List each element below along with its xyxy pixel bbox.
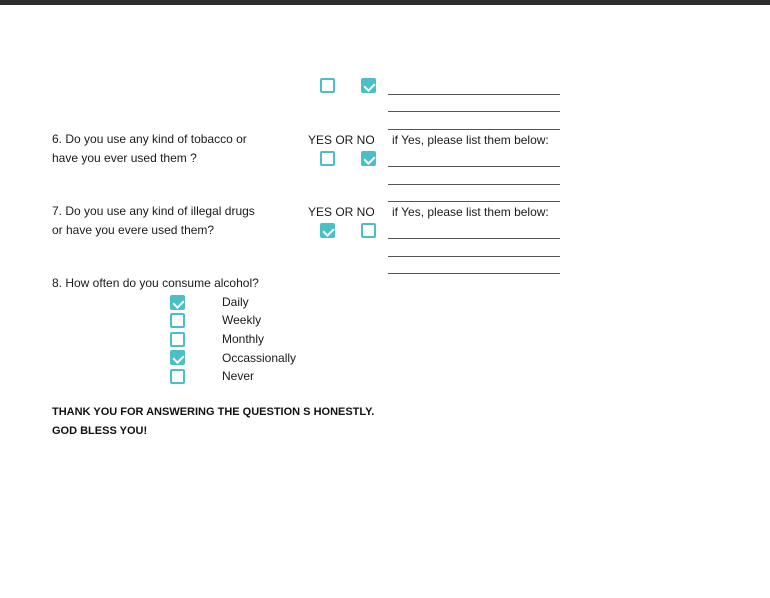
q8-option-weekly-label: Weekly [222,313,262,327]
q8-option-monthly-label: Monthly [222,332,265,346]
q8-option-never-checkbox[interactable] [170,369,185,384]
q7-yes-checkbox[interactable] [320,223,335,238]
q7-list-line-2[interactable] [388,256,560,257]
q7-list-line-1[interactable] [388,238,560,239]
q7-text-line-1: 7. Do you use any kind of illegal drugs [52,204,255,218]
prev-question-yes-checkbox[interactable] [320,78,335,93]
viewer-top-bar [0,0,770,5]
q7-list-line-3[interactable] [388,273,560,274]
q6-text-line-1: 6. Do you use any kind of tobacco or [52,132,247,146]
closing-thank-you: THANK YOU FOR ANSWERING THE QUESTION S HONESTLY. [52,406,375,418]
q6-list-label: if Yes, please list them below: [392,133,549,147]
q8-option-daily-label: Daily [222,295,249,309]
q6-yes-or-no-label: YES OR NO [308,133,375,147]
q8-option-monthly-checkbox[interactable] [170,332,185,347]
closing-god-bless: GOD BLESS YOU! [52,425,148,437]
q8-option-occasionally-checkbox[interactable] [170,350,185,365]
q8-option-weekly-checkbox[interactable] [170,313,185,328]
q6-no-checkbox[interactable] [361,151,376,166]
q8-text: 8. How often do you consume alcohol? [52,276,259,290]
prev-question-list-line-1[interactable] [388,94,560,95]
q6-yes-checkbox[interactable] [320,151,335,166]
q8-option-daily-checkbox[interactable] [170,295,185,310]
q6-list-line-2[interactable] [388,184,560,185]
q8-option-never-label: Never [222,369,255,383]
q6-text-line-2: have you ever used them ? [52,151,197,165]
q7-yes-or-no-label: YES OR NO [308,205,375,219]
q7-text-line-2: or have you evere used them? [52,223,215,237]
q8-option-occasionally-label: Occassionally [222,351,297,365]
q6-list-line-1[interactable] [388,166,560,167]
q7-no-checkbox[interactable] [361,223,376,238]
prev-question-list-line-3[interactable] [388,129,560,130]
prev-question-list-line-2[interactable] [388,111,560,112]
q7-list-label: if Yes, please list them below: [392,205,549,219]
prev-question-no-checkbox[interactable] [361,78,376,93]
q6-list-line-3[interactable] [388,201,560,202]
